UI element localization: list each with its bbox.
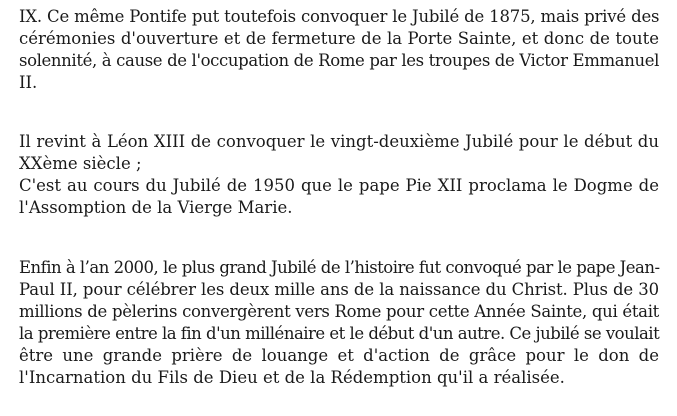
text-line: l'Incarnation du Fils de Dieu et de la Rédemption qu'il a réalisée. (19, 368, 565, 387)
text-line: l'Assomption de la Vierge Marie. (19, 198, 293, 217)
text-line: Enfin à l’an 2000, le plus grand Jubilé de l’histoire fut convoqué par le pape Jean- (19, 258, 660, 277)
text-line: II. (19, 73, 38, 92)
text-line: la première entre la fin d'un millénaire et le début d'un autre. Ce jubilé se voulait (19, 324, 660, 343)
text-line: millions de pèlerins convergèrent vers Rome pour cette Année Sainte, qui était (19, 302, 659, 321)
paragraph-jubilee-2000 (19, 257, 659, 389)
text-line: IX. Ce même Pontife put toutefois convoquer le Jubilé de 1875, mais privé des (19, 7, 660, 26)
paragraph-jubilee-1875 (19, 6, 659, 94)
text-line: C'est au cours du Jubilé de 1950 que le pape Pie XII proclama le Dogme de (19, 176, 659, 195)
text-line: XXème siècle ; (19, 154, 142, 173)
text-line: cérémonies d'ouverture et de fermeture de la Porte Sainte, et donc de toute (19, 29, 659, 48)
text-line: Il revint à Léon XIII de convoquer le vingt-deuxième Jubilé pour le début du (19, 132, 659, 151)
text-line: Paul II, pour célébrer les deux mille ans de la naissance du Christ. Plus de 30 (19, 280, 659, 299)
text-line: être une grande prière de louange et d'action de grâce pour le don de (19, 346, 659, 365)
paragraph-leon-xiii-pie-xii (19, 131, 659, 219)
text-line: solennité, à cause de l'occupation de Rome par les troupes de Victor Emmanuel (19, 51, 659, 70)
